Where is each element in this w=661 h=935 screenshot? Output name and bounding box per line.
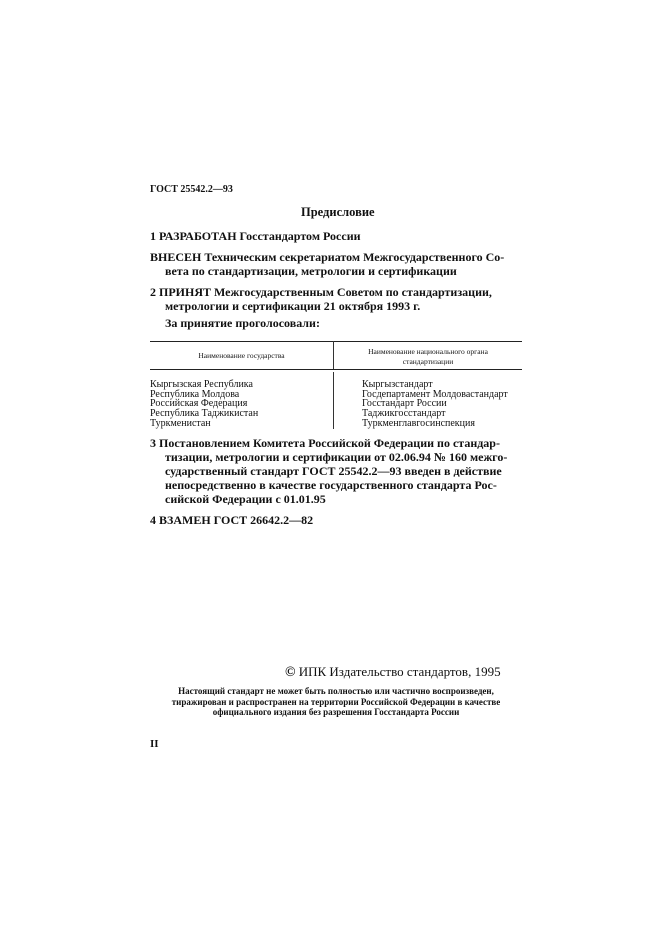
table-row-body: Таджикгосстандарт (362, 408, 446, 420)
page-number: II (150, 738, 159, 750)
table-row-state: Российская Федерация (150, 398, 248, 410)
section-4-replaces: 4 ВЗАМЕН ГОСТ 26642.2—82 (150, 513, 314, 527)
copyright-symbol: © (285, 665, 296, 680)
table-row-body: Госдепартамент Молдовастандарт (362, 388, 508, 400)
vote-intro: За принятие проголосовали: (165, 316, 320, 330)
table-row-state: Кыргызская Республика (150, 379, 253, 390)
table-row-state: Республика Таджикистан (150, 408, 259, 420)
section-1-developed: 1 РАЗРАБОТАН Госстандартом России (150, 229, 361, 243)
copyright-line (285, 664, 501, 681)
table-header-body (334, 347, 522, 367)
section-3-resolution-line-5: сийской Федерации с 01.01.95 (165, 492, 326, 506)
table-column-divider-body (333, 372, 334, 429)
table-row-state: Республика Молдова (150, 388, 240, 400)
section-2-adopted-line-2: метрологии и сертификации 21 октября 1993 г. (165, 299, 421, 313)
section-3-resolution-line-3: сударственный стандарт ГОСТ 25542.2—93 введен в действие (165, 464, 502, 478)
table-row-body: Кыргызстандарт (362, 379, 433, 390)
section-3-resolution-line-1: 3 Постановлением Комитета Российской Федерации по стандар- (150, 436, 500, 450)
table-state-column (150, 380, 258, 429)
section-3-resolution-line-2: тизации, метрологии и сертификации от 02.06.94 № 160 межго- (165, 450, 508, 464)
copyright-text: ИПК Издательство стандартов, 1995 (298, 664, 501, 679)
reproduction-notice-line-1: Настоящий стандарт не может быть полностью или частично воспроизведен, (178, 686, 494, 696)
table-header-body-line-2: стандартизации (402, 357, 454, 366)
table-header-rule (150, 369, 522, 370)
reproduction-notice-line-2: тиражирован и распространен на территории Российской Федерации в качестве (171, 696, 501, 707)
page-title: Предисловие (301, 205, 375, 219)
table-row-state: Туркменистан (150, 417, 211, 429)
section-2-adopted-line-1: 2 ПРИНЯТ Межгосударственным Советом по стандартизации, (150, 285, 492, 299)
table-header-body-line-1: Наименование национального органа (368, 347, 488, 356)
reproduction-notice-line-3: официального издания без разрешения Госстандарта России (212, 707, 460, 717)
table-row-body: Госстандарт России (362, 398, 447, 410)
section-introduced-line-1: ВНЕСЕН Техническим секретариатом Межгосударственного Со- (150, 250, 505, 264)
table-row-body: Туркменглавгосинспекция (362, 417, 475, 429)
section-3-resolution-line-4: непосредственно в качестве государственного стандарта Рос- (165, 478, 497, 492)
document-code-header: ГОСТ 25542.2—93 (150, 184, 233, 195)
table-top-rule (150, 341, 522, 342)
table-column-divider-header (333, 341, 334, 369)
table-body-column (362, 380, 508, 429)
reproduction-notice (150, 686, 522, 718)
table-header-state: Наименование государства (198, 351, 285, 360)
section-introduced-line-2: вета по стандартизации, метрологии и сертификации (165, 264, 457, 278)
